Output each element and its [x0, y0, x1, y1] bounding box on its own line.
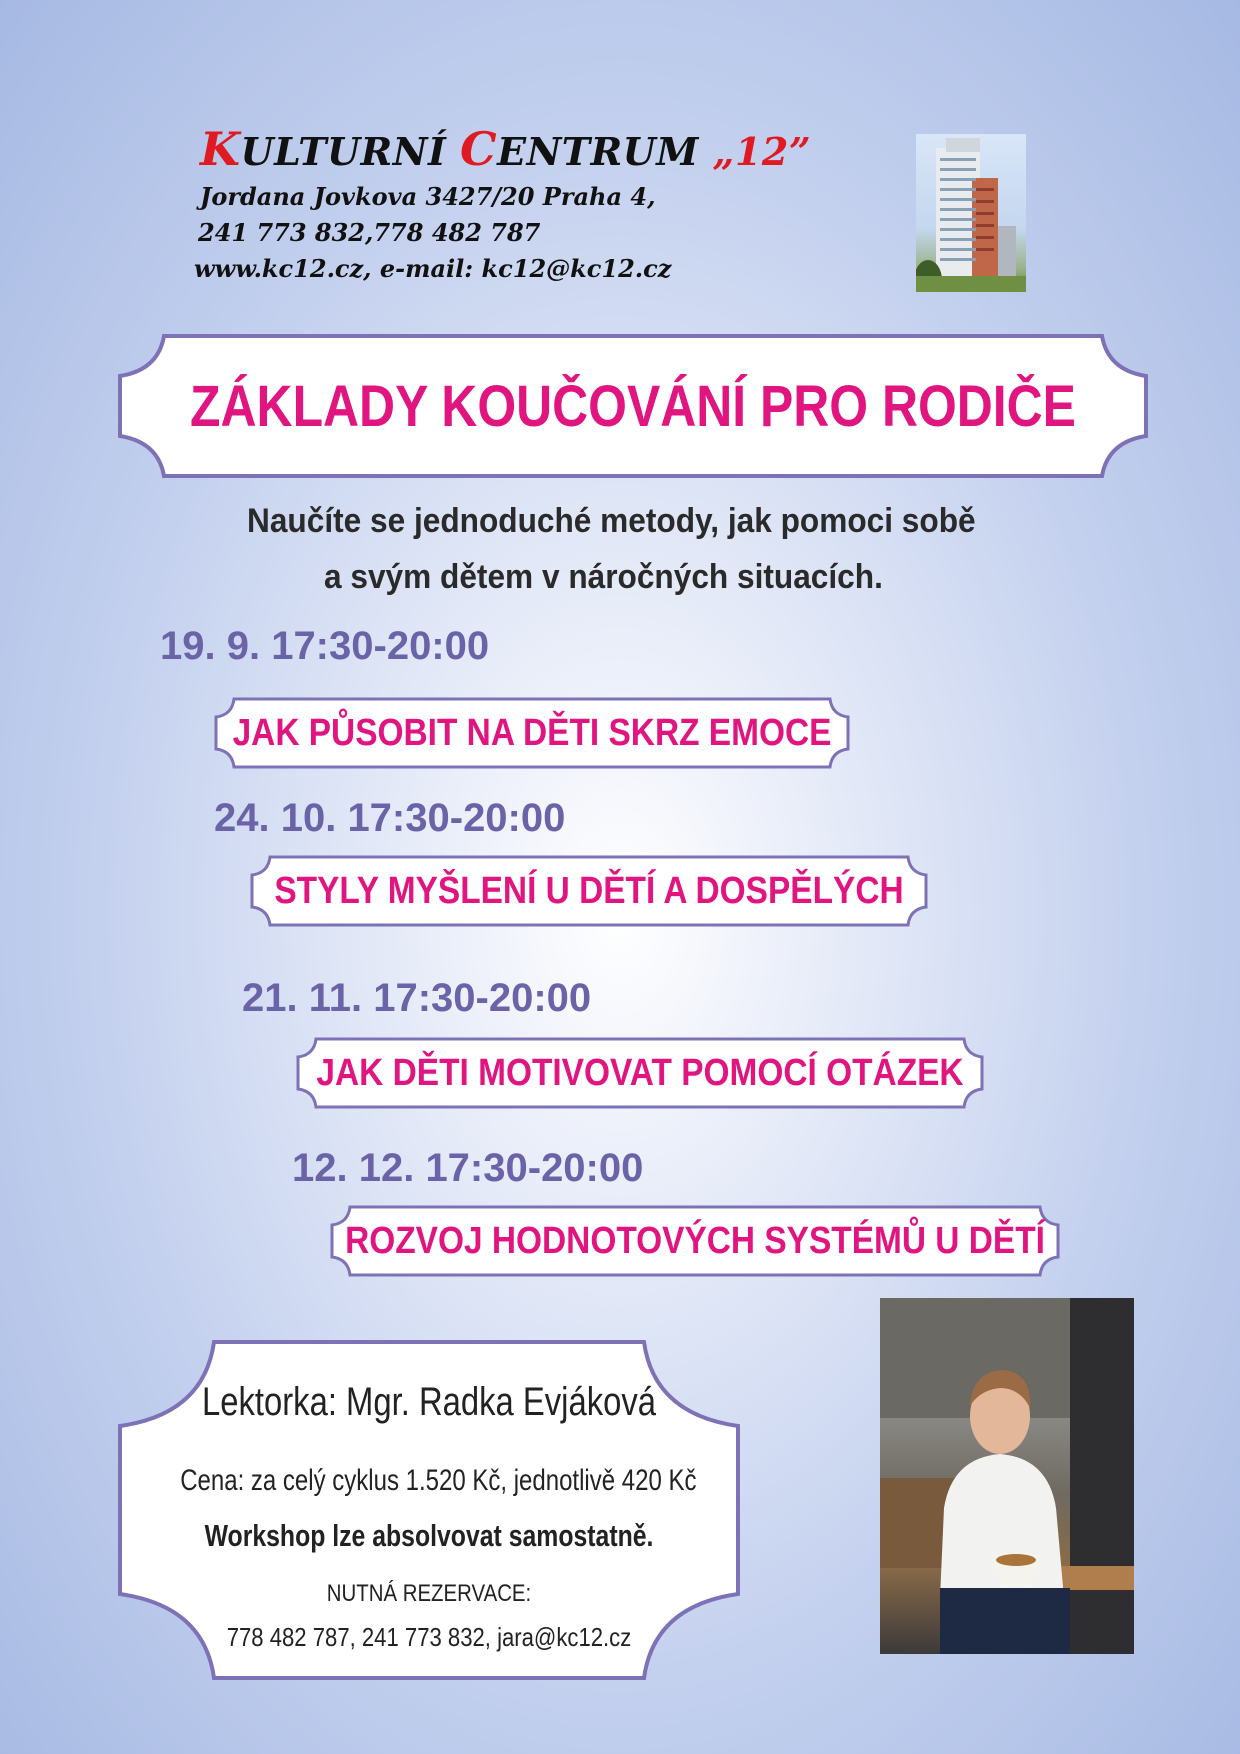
building-illustration	[916, 134, 1026, 292]
session-3-date: 21. 11. 17:30-20:00	[242, 976, 592, 1020]
org-name	[200, 122, 811, 176]
session-4-date: 12. 12. 17:30-20:00	[292, 1146, 644, 1190]
session-2-topic-frame	[250, 855, 928, 927]
building-photo	[916, 134, 1026, 292]
intro-line-2: a svým dětem v náročných situacích.	[324, 558, 883, 596]
org-name-initial-c: C	[459, 122, 498, 176]
main-title: ZÁKLADY KOUČOVÁNÍ PRO RODIČE	[190, 373, 1076, 439]
price: Cena: za celý cyklus 1.520 Kč, jednotlivě 420 Kč	[180, 1464, 697, 1497]
session-1-topic-frame	[214, 697, 850, 769]
session-1-topic: JAK PŮSOBIT NA DĚTI SKRZ EMOCE	[232, 711, 832, 754]
info-box	[118, 1340, 740, 1680]
reservation-label: NUTNÁ REZERVACE:	[326, 1580, 532, 1607]
session-3-topic: JAK DĚTI MOTIVOVAT POMOCÍ OTÁZEK	[316, 1051, 964, 1094]
session-2-date: 24. 10. 17:30-20:00	[214, 796, 566, 840]
session-3-topic-frame	[296, 1037, 984, 1109]
intro-line-1: Naučíte se jednoduché metody, jak pomoci sobě	[247, 502, 976, 540]
org-name-part-1: ULTURNÍ	[240, 129, 460, 174]
main-title-frame	[118, 334, 1148, 478]
lecturer-photo-illustration	[880, 1298, 1134, 1654]
org-name-part-2: ENTRUM	[497, 129, 713, 174]
standalone-note: Workshop lze absolvovat samostatně.	[204, 1518, 654, 1553]
org-name-number: „12”	[712, 129, 812, 174]
lecturer-photo	[880, 1298, 1134, 1654]
session-2-topic: STYLY MYŠLENÍ U DĚTÍ A DOSPĚLÝCH	[274, 869, 904, 912]
header-phones: 241 773 832,778 482 787	[198, 218, 541, 247]
lecturer: Lektorka: Mgr. Radka Evjáková	[202, 1380, 656, 1424]
session-4-topic-frame	[330, 1205, 1060, 1277]
org-name-initial-k: K	[200, 122, 241, 176]
reservation-contacts: 778 482 787, 241 773 832, jara@kc12.cz	[226, 1622, 632, 1652]
session-1-date: 19. 9. 17:30-20:00	[160, 624, 490, 668]
header-address: Jordana Jovkova 3427/20 Praha 4,	[200, 182, 656, 211]
session-4-topic: ROZVOJ HODNOTOVÝCH SYSTÉMŮ U DĚTÍ	[345, 1219, 1045, 1262]
header-web-email: www.kc12.cz, e-mail: kc12@kc12.cz	[194, 254, 672, 283]
